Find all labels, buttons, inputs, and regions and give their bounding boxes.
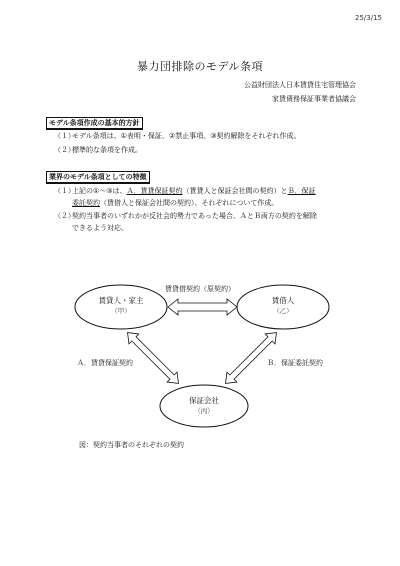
guarantor-node <box>160 395 248 415</box>
item-text: 標準的な条項を作成。 <box>72 146 142 154</box>
item-number: （１） <box>54 187 75 195</box>
org-name-1: 公益財団法人日本賃貸住宅管理協会 <box>244 81 356 89</box>
item-number: （２） <box>54 146 75 154</box>
tenant-sub: （乙） <box>273 307 293 315</box>
item-number: （１） <box>54 132 75 140</box>
guarantor-sub: （丙） <box>194 407 214 415</box>
landlord-label: 賃貸人・家主 <box>98 296 144 305</box>
landlord-node <box>75 295 167 315</box>
page-title: 暴力団排除のモデル条項 <box>137 60 263 73</box>
contract-b-name-end: 委託契約 <box>72 199 100 207</box>
org-name-2: 家賃債務保証事業者協議会 <box>272 95 356 103</box>
item-text: モデル条項は、①表明・保証、②禁止事項、③契約解除をそれぞれ作成。 <box>72 132 301 140</box>
lease-contract-label: 賃貸借契約（原契約） <box>165 285 235 293</box>
tenant-label: 賃借人 <box>271 296 295 305</box>
lease-double-arrow <box>168 299 237 315</box>
document-date: 25/3/15 <box>355 14 382 22</box>
section-heading-basic-policy: モデル条項作成の基本的方針 <box>46 117 143 130</box>
item-text: 契約当事者のいずれかが反社会的勢力であった場合、ＡとＢ両方の契約を解除 <box>72 212 317 220</box>
item-text: （賃貸人と保証会社間の契約）と <box>182 187 288 195</box>
item-text: できるよう対応。 <box>72 224 128 232</box>
tenant-node <box>237 295 329 315</box>
item-text: 上記の①～③は、 <box>72 187 127 195</box>
b-contract-label: Ｂ．保証委託契約 <box>267 359 323 367</box>
item-number: （２） <box>54 212 75 220</box>
guarantor-label: 保証会社 <box>189 396 219 405</box>
section-heading-features: 業界のモデル条項としての特徴 <box>46 171 150 184</box>
a-contract-label: Ａ．賃貸保証契約 <box>77 359 133 367</box>
contract-b-name-start: Ｂ．保証 <box>287 187 316 195</box>
contract-a-name: Ａ．賃貸保証契約 <box>126 187 183 195</box>
item-text: （賃借人と保証会社間の契約）、それぞれについて作成。 <box>100 199 279 207</box>
figure-caption: 図：契約当事者のそれぞれの契約 <box>79 441 184 449</box>
landlord-sub: （甲） <box>111 307 131 315</box>
